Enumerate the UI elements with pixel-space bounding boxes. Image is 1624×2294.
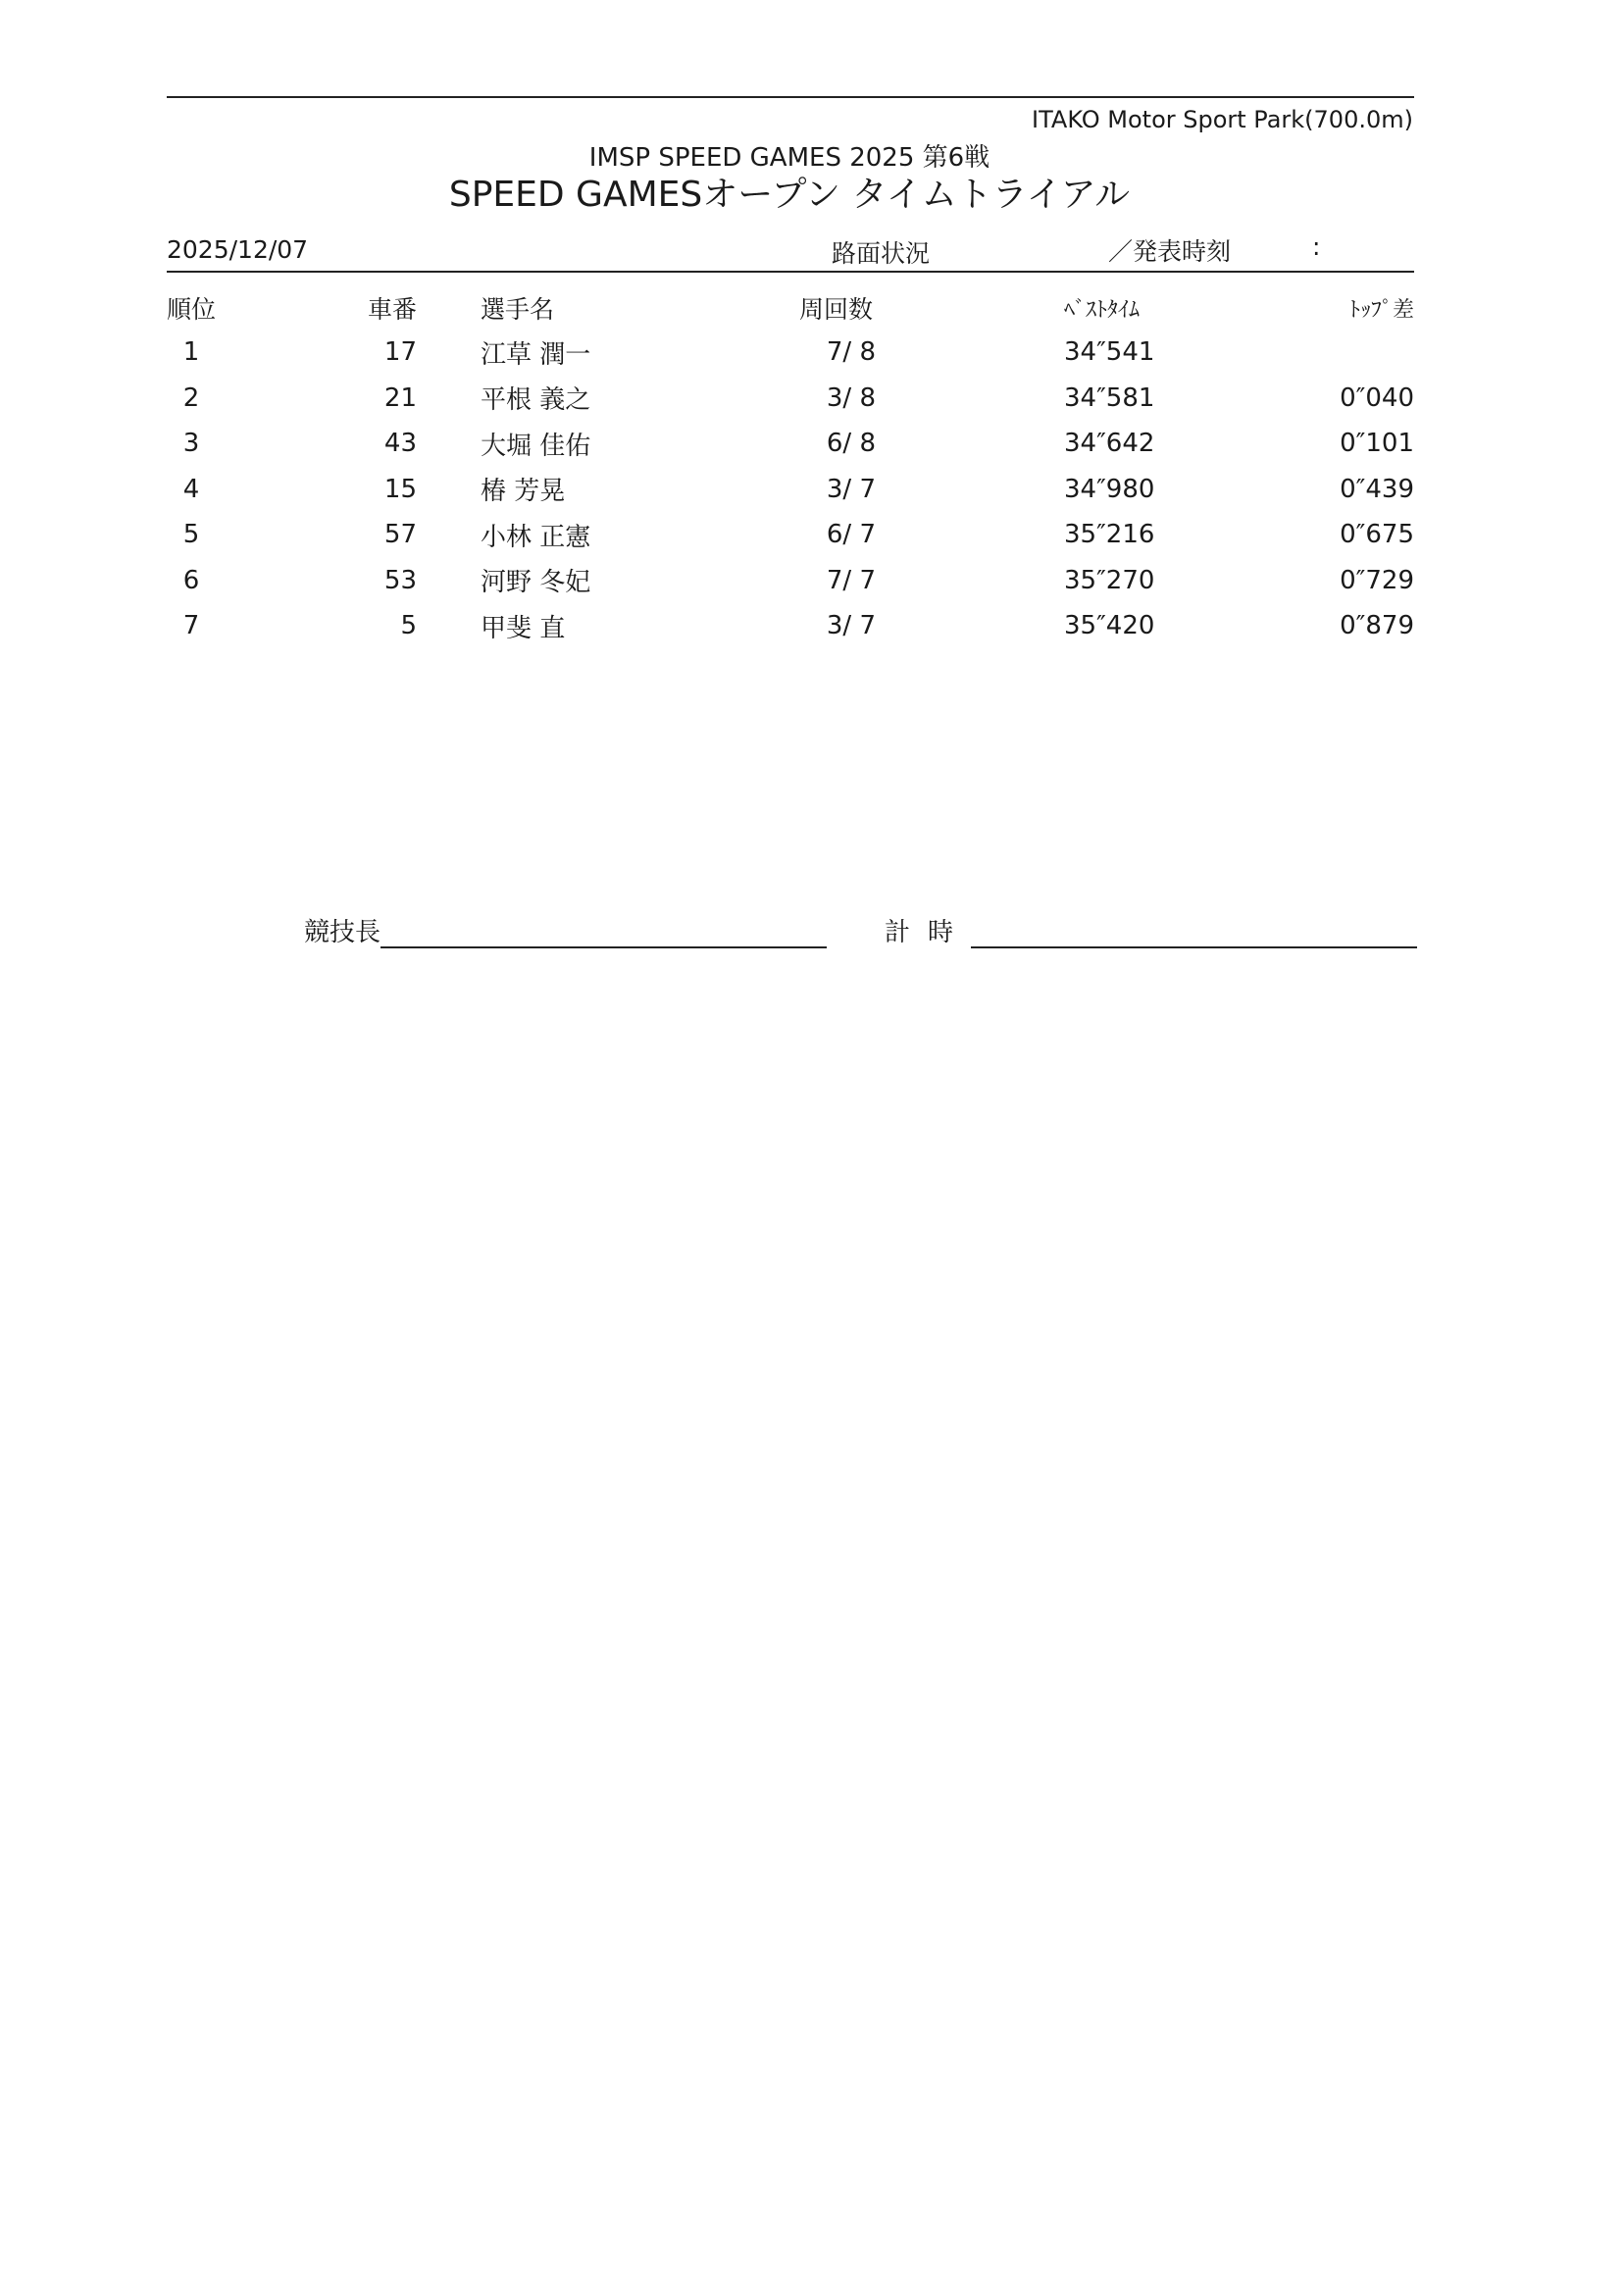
rank-cell: 3 bbox=[182, 429, 200, 459]
best-time-cell: 35″216 bbox=[1064, 520, 1155, 550]
column-header-laps: 周回数 bbox=[799, 295, 874, 324]
driver-cell: 大堀 佳佑 bbox=[481, 431, 591, 461]
car-number-cell: 57 bbox=[383, 520, 417, 550]
table-row bbox=[167, 558, 1414, 604]
table-row bbox=[167, 512, 1414, 558]
driver-cell: 小林 正憲 bbox=[481, 522, 591, 552]
laps-cell: 7/ 7 bbox=[826, 565, 876, 595]
driver-cell: 平根 義之 bbox=[481, 385, 591, 416]
rank-cell: 7 bbox=[182, 611, 200, 641]
gap-cell: 0″101 bbox=[1340, 429, 1414, 459]
road-condition-label: 路面状況 bbox=[832, 239, 931, 268]
table-row bbox=[167, 376, 1414, 422]
top-rule bbox=[167, 96, 1414, 98]
best-time-cell: 34″980 bbox=[1064, 474, 1155, 504]
gap-cell: 0″675 bbox=[1340, 520, 1414, 550]
gap-cell bbox=[1211, 330, 1414, 376]
driver-cell: 甲斐 直 bbox=[481, 613, 566, 643]
column-header-gap: ﾄｯﾌﾟ差 bbox=[1348, 297, 1414, 323]
race-director-label: 競技長 bbox=[304, 918, 381, 947]
car-number-cell: 17 bbox=[383, 337, 417, 368]
gap-cell: 0″439 bbox=[1340, 474, 1414, 504]
rank-cell: 4 bbox=[182, 474, 200, 504]
driver-cell: 河野 冬妃 bbox=[481, 568, 591, 598]
driver-cell: 江草 潤一 bbox=[481, 339, 591, 370]
table-row bbox=[167, 330, 1414, 376]
venue-label: ITAKO Motor Sport Park(700.0m) bbox=[1032, 106, 1413, 133]
header-rule bbox=[167, 271, 1414, 273]
timing-signature bbox=[885, 912, 1417, 948]
column-header-rank: 順位 bbox=[167, 295, 217, 324]
race-director-signature bbox=[304, 912, 827, 948]
laps-cell: 3/ 7 bbox=[826, 474, 876, 504]
car-number-cell: 15 bbox=[383, 474, 417, 504]
gap-cell: 0″729 bbox=[1340, 565, 1414, 595]
gap-cell: 0″879 bbox=[1340, 611, 1414, 641]
best-time-cell: 34″642 bbox=[1064, 429, 1155, 459]
column-header-driver: 選手名 bbox=[481, 295, 555, 324]
rank-cell: 2 bbox=[182, 382, 200, 413]
column-header-car-number: 車番 bbox=[367, 295, 417, 324]
driver-cell: 椿 芳晃 bbox=[481, 477, 566, 507]
best-time-cell: 35″420 bbox=[1064, 611, 1155, 641]
event-date: 2025/12/07 bbox=[167, 235, 309, 264]
column-header-best-time: ﾍﾞｽﾄﾀｲﾑ bbox=[1064, 297, 1141, 323]
car-number-cell: 43 bbox=[383, 429, 417, 459]
laps-cell: 7/ 8 bbox=[826, 337, 876, 368]
laps-cell: 6/ 8 bbox=[826, 429, 876, 459]
best-time-cell: 35″270 bbox=[1064, 565, 1155, 595]
laps-cell: 3/ 7 bbox=[826, 611, 876, 641]
results-table bbox=[167, 286, 1414, 649]
table-row bbox=[167, 467, 1414, 513]
table-row bbox=[167, 603, 1414, 649]
announcement-label: ／発表時刻 bbox=[1108, 237, 1232, 266]
race-director-signature-line bbox=[381, 917, 827, 948]
timing-label: 計時 bbox=[885, 918, 972, 947]
best-time-cell: 34″581 bbox=[1064, 382, 1155, 413]
laps-cell: 6/ 7 bbox=[826, 520, 876, 550]
event-title: IMSP SPEED GAMES 2025 第6戦 bbox=[588, 143, 990, 173]
car-number-cell: 5 bbox=[400, 611, 417, 641]
rank-cell: 5 bbox=[182, 520, 200, 550]
page-title: SPEED GAMESオープン タイムトライアル bbox=[448, 175, 1131, 215]
rank-cell: 1 bbox=[182, 337, 200, 368]
best-time-cell: 34″541 bbox=[1064, 337, 1155, 368]
announcement-colon: : bbox=[1312, 232, 1321, 261]
timing-signature-line bbox=[971, 917, 1417, 948]
laps-cell: 3/ 8 bbox=[826, 382, 876, 413]
car-number-cell: 53 bbox=[383, 565, 417, 595]
table-row bbox=[167, 421, 1414, 467]
announcement-time bbox=[1108, 232, 1321, 268]
car-number-cell: 21 bbox=[383, 382, 417, 413]
gap-cell: 0″040 bbox=[1340, 382, 1414, 413]
rank-cell: 6 bbox=[182, 565, 200, 595]
table-header-row bbox=[167, 286, 1414, 330]
